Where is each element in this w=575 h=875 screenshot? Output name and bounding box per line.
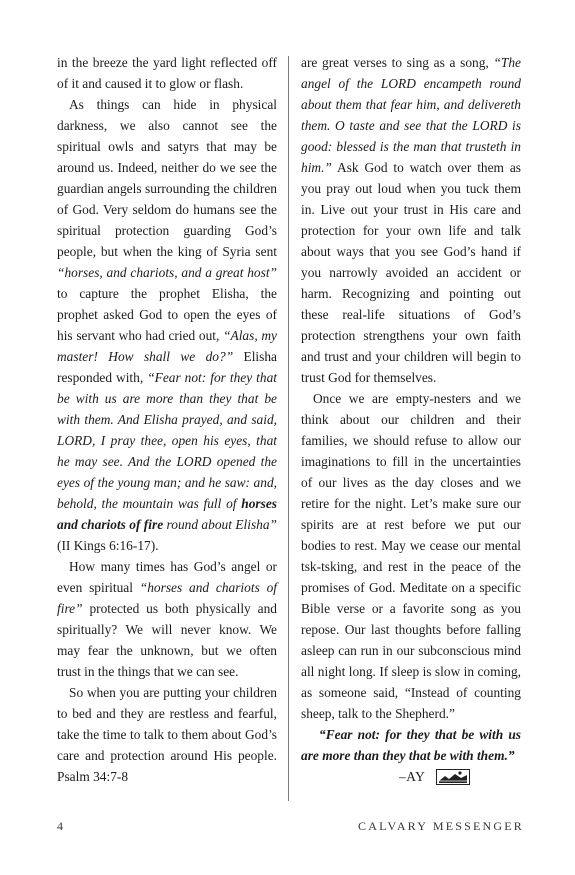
paragraph — [301, 388, 521, 724]
body-text: Ask God to watch over them as you pray out loud when you tuck them in. Live out your trust in His care and protection for your own life and talk about ways that you see God’s hand if you narrowly avoided an accident or harm. Recognizing and pointing out these real-life situations of God’s protection strengthens your own faith and trust and your children will begin to trust God for themselves. — [301, 160, 521, 385]
scripture-quote: “The angel of the LORD encampeth round about them that fear him, and delivereth them. O taste and see that the LORD is good: blessed is the man that trusteth in him.” — [301, 55, 521, 175]
scripture-quote: “horses, and chariots, and a great host” — [57, 265, 277, 280]
paragraph — [57, 94, 277, 556]
body-text: in the breeze the yard light reflected off of it and caused it to glow or flash. — [57, 55, 277, 91]
scripture-quote: round about Elisha” — [163, 517, 277, 532]
closing-verse: “Fear not: for they that be with us are more than they that be with them.” — [301, 727, 521, 763]
paragraph — [57, 556, 277, 682]
body-text: So when you are putting your children to bed and they are restless and fearful, take the time to talk to them about God’s care and protection around His people. Psalm 34:7-8 — [57, 685, 277, 784]
body-text: As things can hide in physical darkness, we also cannot see the spiritual owls and satyrs that may be around us. Indeed, neither do we see the guardian angels surrounding the children of God. Very seldom do humans see the spiritual protection guarding God’s people, but when the king of Syria sent — [57, 97, 277, 259]
scripture-quote: “horses and chariots of fire” — [57, 580, 278, 616]
body-text: to capture the prophet Elisha, the prophet asked God to open the eyes of his servant who had cried out, — [57, 286, 277, 343]
paragraph — [301, 52, 521, 388]
author-signature: –AY — [399, 769, 426, 784]
body-text: protected us both physically and spiritually? We will never know. We may fear the unknown, but we often trust in the things that we can see. — [57, 601, 277, 679]
right-column — [301, 52, 521, 787]
column-divider — [288, 56, 289, 801]
left-column — [57, 52, 277, 787]
scripture-quote: “Alas, my master! How shall we do?” — [57, 328, 277, 364]
body-text: How many times has God’s angel or even spiritual — [57, 559, 277, 595]
signature-line — [301, 766, 521, 787]
scripture-quote: “Fear not: for they that be with us are more than they that be with them. And Elisha prayed, and said, LORD, I pray thee, open his eyes, that he may see. And the LORD opened the eyes of the young man; and he saw: and, behold, the mountain was full of — [57, 370, 277, 511]
body-text: Once we are empty-nesters and we think about our children and their families, we should refuse to allow our imaginations to fill in the uncertainties of our lives as the day closes and we retire for the night. Let’s make sure our spirits are at rest before we put our bodies to rest. May we cease our mental tsk-tsking, and rest in the peace of the promises of God. Meditate on a specific Bible verse or a favorite song as you repose. Our last thoughts before falling asleep can run in our subconscious mind all night long. If sleep is slow in coming, as someone said, “Instead of counting sheep, talk to the Shepherd.” — [301, 391, 521, 721]
landscape-emblem-icon — [436, 769, 470, 785]
body-text: are great verses to sing as a song, — [301, 55, 494, 70]
body-text: Elisha responded with, — [57, 349, 277, 385]
paragraph — [57, 682, 277, 787]
scripture-reference: (II Kings 6:16-17). — [57, 538, 159, 553]
scripture-emphasis: horses and chariots of fire — [57, 496, 277, 532]
running-title: CALVARY MESSENGER — [358, 819, 524, 833]
page-number: 4 — [57, 819, 63, 833]
paragraph — [57, 52, 277, 94]
